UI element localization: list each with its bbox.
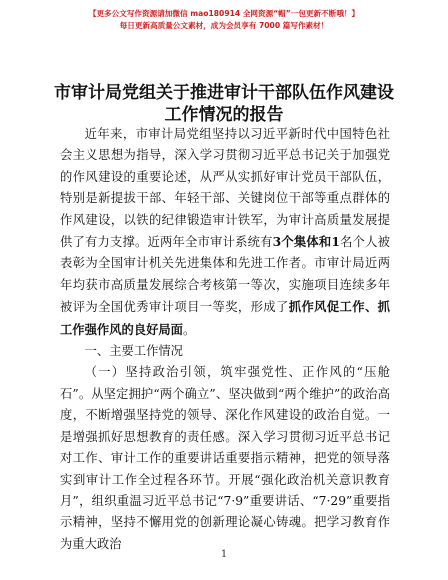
intro-bold-count-2: 1 bbox=[331, 234, 340, 250]
document-title bbox=[0, 82, 448, 126]
intro-text-a: 近年来，市审计局党组坚持以习近平新时代中国特色社会主义思想为指导，深入学习贯彻习近平总书记关于加强党的作风建设的重要论述，从严从实抓好审计党员干部队伍，特别是新提拔干部、年轻干部、关键岗位干部等重点群体的作风建设，以铁的纪律锻造审计铁军，为审计高质量发展提供了有力支撑。近两年全市审计系统有 bbox=[60, 127, 390, 250]
section-heading-1: 一、主要工作情况 bbox=[84, 344, 183, 359]
promo-banner-line-1: 【更多公文写作资源请加微信 mao180914 全网资源“帽”一包更新不断哦！】 bbox=[88, 9, 360, 18]
title-line-1: 市审计局党组关于推进审计干部队伍作风建设 bbox=[54, 83, 394, 103]
title-line-2: 工作情况的报告 bbox=[164, 105, 284, 125]
intro-bold-count-1: 3个集体和 bbox=[272, 234, 332, 250]
page-number: 1 bbox=[220, 549, 228, 560]
intro-paragraph bbox=[60, 124, 390, 341]
promo-banner-line-2: 每日更新高质量公文素材，成为会员享有 7000 篇写作素材！ bbox=[119, 21, 329, 30]
intro-text-d: 。 bbox=[182, 322, 196, 337]
intro-text-c: 名个人被表彰为全国审计机关先进集体和先进工作者。市审计局近两年均获市高质量发展综合考核第一等次，实施项目连续多年被评为全国优秀审计项目一等奖，形成了 bbox=[60, 235, 390, 315]
section-paragraph-1: （一）坚持政治引领，筑牢强党性、正作风的“压舱石”。从坚定拥护“两个确立”、坚决做到“两个维护”的政治高度，不断增强坚持党的领导、深化作风建设的政治自觉。一是增强抓好思想教育的责任感。深入学习贯彻习近平总书记对工作、审计工作的重要讲话重要指示精神，把党的领导落实到审计工作全过程各环节。开展“强化政治机关意识教育月”，组织重温习近平总书记“7·9”重要讲话、“7·29”重要指示精神，坚持不懈用党的创新理论凝心铸魂。把学习教育作为重大政治 bbox=[60, 365, 390, 551]
document-body bbox=[60, 124, 390, 555]
intro-bold-phrase: 抓作风促工作、抓工作强作风的良好局面 bbox=[60, 299, 390, 337]
promo-banner bbox=[0, 8, 448, 32]
